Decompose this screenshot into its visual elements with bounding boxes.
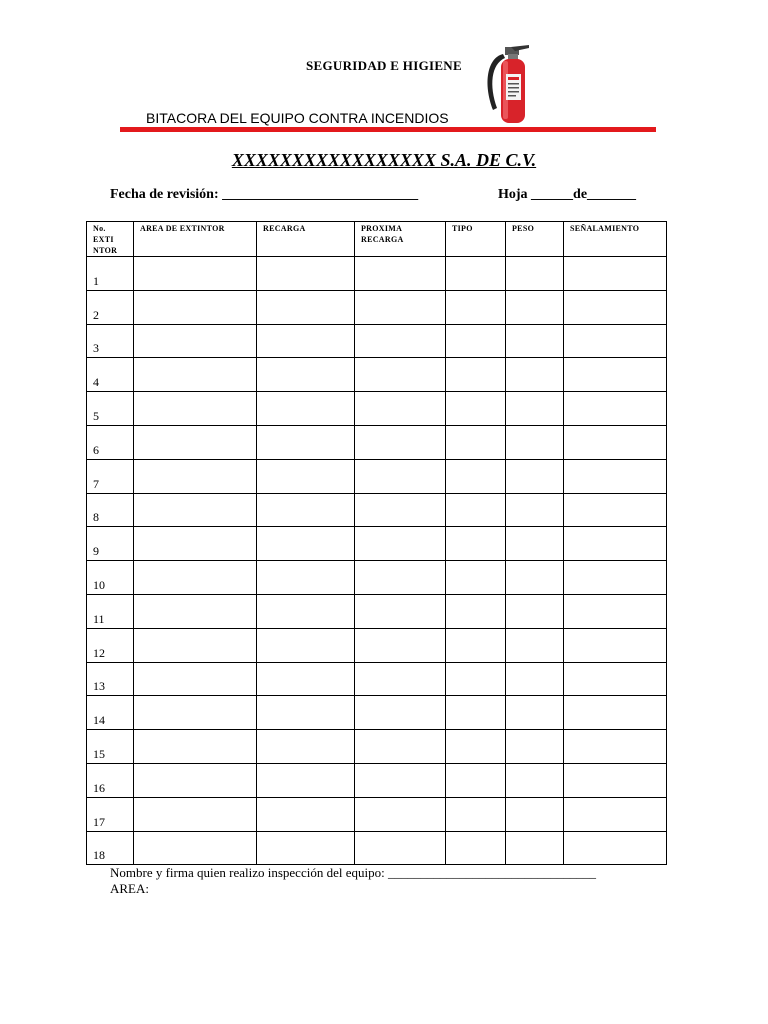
cell-recarga[interactable] [257,628,355,662]
cell-senal[interactable] [564,257,667,291]
header-title: SEGURIDAD E HIGIENE [306,58,462,73]
cell-proxima[interactable] [355,392,446,426]
table-row [87,527,667,561]
row-number-cell[interactable]: 5 [87,392,134,426]
cell-recarga[interactable] [257,831,355,865]
company-name: XXXXXXXXXXXXXXXXX S.A. DE C.V. [231,150,537,170]
row-number-cell[interactable]: 6 [87,425,134,459]
table-row [87,662,667,696]
cell-senal[interactable] [564,392,667,426]
cell-area[interactable] [134,662,257,696]
cell-peso[interactable] [506,324,564,358]
cell-area[interactable] [134,392,257,426]
row-number-cell[interactable]: 3 [87,324,134,358]
cell-proxima[interactable] [355,797,446,831]
cell-peso[interactable] [506,257,564,291]
cell-senal[interactable] [564,493,667,527]
row-number-cell[interactable]: 1 [87,257,134,291]
table-row [87,831,667,865]
row-number-cell[interactable]: 16 [87,763,134,797]
cell-peso[interactable] [506,628,564,662]
cell-area[interactable] [134,763,257,797]
col-header-recarga: RECARGA [257,222,355,257]
cell-proxima[interactable] [355,730,446,764]
cell-peso[interactable] [506,527,564,561]
cell-recarga[interactable] [257,324,355,358]
row-number-cell[interactable]: 12 [87,628,134,662]
cell-proxima[interactable] [355,527,446,561]
header-divider [120,127,656,132]
fire-extinguisher-icon [481,44,535,126]
cell-peso[interactable] [506,763,564,797]
cell-proxima[interactable] [355,628,446,662]
cell-peso[interactable] [506,392,564,426]
table-row [87,730,667,764]
table-row [87,459,667,493]
hoja-field[interactable]: Hoja ______de_______ [498,187,637,202]
cell-peso[interactable] [506,358,564,392]
cell-tipo[interactable] [446,527,506,561]
cell-recarga[interactable] [257,392,355,426]
cell-senal[interactable] [564,594,667,628]
cell-area[interactable] [134,493,257,527]
cell-peso[interactable] [506,290,564,324]
cell-proxima[interactable] [355,696,446,730]
cell-peso[interactable] [506,594,564,628]
cell-proxima[interactable] [355,257,446,291]
cell-tipo[interactable] [446,324,506,358]
cell-recarga[interactable] [257,527,355,561]
cell-senal[interactable] [564,797,667,831]
table-row [87,392,667,426]
cell-recarga[interactable] [257,763,355,797]
cell-recarga[interactable] [257,730,355,764]
cell-peso[interactable] [506,561,564,595]
cell-proxima[interactable] [355,831,446,865]
cell-recarga[interactable] [257,290,355,324]
cell-peso[interactable] [506,493,564,527]
cell-recarga[interactable] [257,594,355,628]
row-number-cell[interactable]: 8 [87,493,134,527]
cell-area[interactable] [134,797,257,831]
fecha-revision-field[interactable]: Fecha de revisión: ____________________________ [110,187,419,202]
cell-senal[interactable] [564,696,667,730]
cell-recarga[interactable] [257,797,355,831]
table-header-row [87,222,667,257]
col-header-senalamiento: SEÑALAMIENTO [564,222,667,257]
cell-tipo[interactable] [446,459,506,493]
cell-senal[interactable] [564,527,667,561]
cell-tipo[interactable] [446,561,506,595]
col-header-no: No. EXTI NTOR [87,222,134,257]
table-row [87,797,667,831]
cell-area[interactable] [134,358,257,392]
col-header-proxima-recarga: PROXIMA RECARGA [355,222,446,257]
cell-recarga[interactable] [257,561,355,595]
cell-proxima[interactable] [355,763,446,797]
cell-senal[interactable] [564,561,667,595]
cell-peso[interactable] [506,797,564,831]
cell-senal[interactable] [564,730,667,764]
cell-area[interactable] [134,628,257,662]
table-row [87,493,667,527]
table-row [87,358,667,392]
col-header-tipo: TIPO [446,222,506,257]
cell-proxima[interactable] [355,662,446,696]
cell-tipo[interactable] [446,628,506,662]
cell-area[interactable] [134,527,257,561]
cell-recarga[interactable] [257,257,355,291]
col-header-peso: PESO [506,222,564,257]
cell-senal[interactable] [564,763,667,797]
cell-area[interactable] [134,730,257,764]
cell-tipo[interactable] [446,425,506,459]
cell-recarga[interactable] [257,493,355,527]
cell-area[interactable] [134,290,257,324]
cell-tipo[interactable] [446,730,506,764]
row-number-cell[interactable]: 10 [87,561,134,595]
table-row [87,763,667,797]
row-number-cell[interactable]: 18 [87,831,134,865]
cell-recarga[interactable] [257,459,355,493]
cell-area[interactable] [134,459,257,493]
table-row [87,324,667,358]
table-row [87,628,667,662]
cell-tipo[interactable] [446,797,506,831]
cell-area[interactable] [134,425,257,459]
cell-area[interactable] [134,831,257,865]
row-number-cell[interactable]: 9 [87,527,134,561]
cell-peso[interactable] [506,730,564,764]
cell-senal[interactable] [564,831,667,865]
area-label: AREA: [110,881,149,896]
cell-area[interactable] [134,594,257,628]
table-row [87,561,667,595]
row-number-cell[interactable]: 13 [87,662,134,696]
cell-peso[interactable] [506,459,564,493]
header-subtitle: BITACORA DEL EQUIPO CONTRA INCENDIOS [146,110,449,126]
row-number-cell[interactable]: 14 [87,696,134,730]
cell-peso[interactable] [506,662,564,696]
col-header-area: AREA DE EXTINTOR [134,222,257,257]
cell-proxima[interactable] [355,561,446,595]
cell-tipo[interactable] [446,662,506,696]
cell-recarga[interactable] [257,662,355,696]
cell-recarga[interactable] [257,358,355,392]
cell-proxima[interactable] [355,358,446,392]
cell-proxima[interactable] [355,425,446,459]
row-number-cell[interactable]: 17 [87,797,134,831]
table-row [87,290,667,324]
row-number-cell[interactable]: 15 [87,730,134,764]
row-number-cell[interactable]: 11 [87,594,134,628]
cell-peso[interactable] [506,831,564,865]
cell-proxima[interactable] [355,594,446,628]
cell-recarga[interactable] [257,425,355,459]
cell-tipo[interactable] [446,290,506,324]
table-row [87,257,667,291]
cell-tipo[interactable] [446,358,506,392]
cell-tipo[interactable] [446,763,506,797]
cell-recarga[interactable] [257,696,355,730]
cell-area[interactable] [134,696,257,730]
cell-tipo[interactable] [446,831,506,865]
cell-tipo[interactable] [446,594,506,628]
row-number-cell[interactable]: 7 [87,459,134,493]
cell-senal[interactable] [564,628,667,662]
cell-proxima[interactable] [355,324,446,358]
cell-proxima[interactable] [355,493,446,527]
cell-area[interactable] [134,561,257,595]
cell-senal[interactable] [564,324,667,358]
cell-senal[interactable] [564,425,667,459]
cell-tipo[interactable] [446,493,506,527]
cell-proxima[interactable] [355,290,446,324]
signature-block [110,865,596,897]
cell-peso[interactable] [506,425,564,459]
cell-tipo[interactable] [446,696,506,730]
cell-proxima[interactable] [355,459,446,493]
row-number-cell[interactable]: 4 [87,358,134,392]
cell-tipo[interactable] [446,392,506,426]
cell-senal[interactable] [564,290,667,324]
cell-area[interactable] [134,324,257,358]
cell-tipo[interactable] [446,257,506,291]
row-number-cell[interactable]: 2 [87,290,134,324]
cell-senal[interactable] [564,662,667,696]
firma-field[interactable]: Nombre y firma quien realizo inspección del equipo: ________________________________ [110,865,596,880]
extinguisher-log-table [86,221,667,865]
cell-peso[interactable] [506,696,564,730]
table-row [87,425,667,459]
table-row [87,594,667,628]
cell-area[interactable] [134,257,257,291]
table-row [87,696,667,730]
cell-senal[interactable] [564,358,667,392]
cell-senal[interactable] [564,459,667,493]
